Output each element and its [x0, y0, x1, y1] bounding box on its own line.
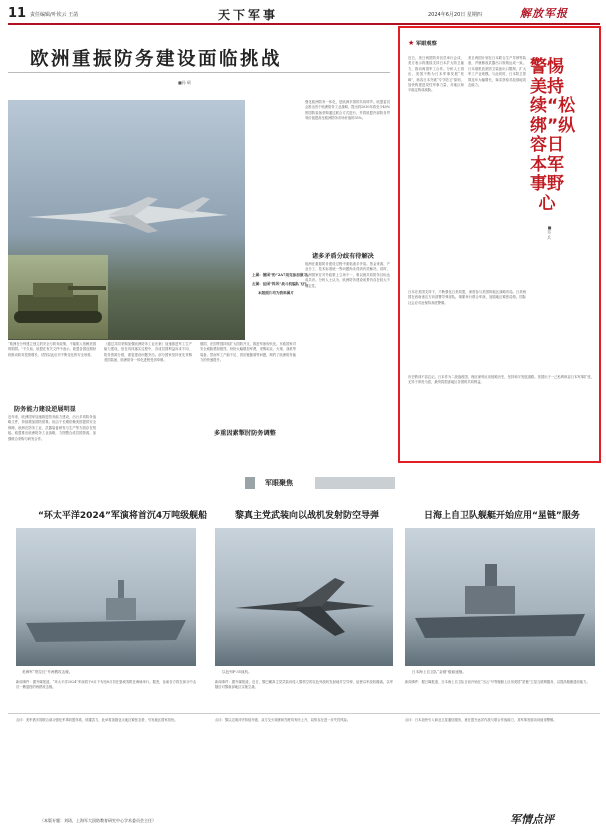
- aircraft-icon: [215, 528, 393, 666]
- bottom-text-3: 新闻事件：据日媒报道，日本海上自卫队日前开始在“出云”号等舰艇上应用美国“星链”卫星互联网服务，以提高舰艇通信能力。: [405, 680, 590, 684]
- warship-photo-3: [405, 528, 595, 666]
- bottom-text-2: 新闻事件：据外媒报道，近日，黎巴嫩真主党武装向侵入黎领空的以色列战机发射地对空导弹，迫使以军战机撤离。以军随后对黎南部地区实施空袭。: [215, 680, 393, 690]
- main-col3-text: 德国、法国等国持续扩大国防开支，推进军备现代化。东欧国家对安全威胁感知强烈，纷纷大幅增加军费，采购坦克、火炮、战机等装备。然而军工产能不足、供应链脆弱等问题，制约了欧洲防务能力的快速提升。: [200, 342, 296, 363]
- editor-meta: 责任编辑/叶钦云 王菡: [30, 12, 79, 18]
- observation-col1-text: 近日，美日两国防务官员举行会谈，美方表示将继续支持日本扩大防卫能力，推动两国军工合作。分析人士指出，美国不断为日本军事发展“松绑”，纵容日本突破“专守防卫”原则，加快构建进攻性军事力量，对地区和平稳定构成威胁。: [408, 56, 464, 93]
- focus-label: 军眼聚焦: [265, 479, 293, 487]
- fighter-jet-icon: [28, 195, 228, 235]
- observation-col2-text: 美日两国计划在日本联合生产导弹等装备，并就修改武器出口规则达成一致。日本借机放宽防卫装备出口限制，扩大军工产业规模。与此同时，日本防卫预算连年大幅增长，谋求获取对敌基地攻击能力。: [468, 56, 526, 88]
- section-title: 天下军事: [218, 8, 279, 22]
- bottom-title-2: 黎真主党武装向以战机发射防空导弹: [235, 511, 380, 521]
- bottom-comment-3: 点评：日本加快引入商业卫星通信服务，意在提升远洋作战与联合作战能力，其军事发展动向值得警惕。: [405, 718, 557, 722]
- warship-photo-1: [16, 528, 196, 666]
- paper-logo: 解放军报: [520, 7, 568, 20]
- ship-icon: [405, 528, 595, 666]
- page-header: [8, 6, 600, 22]
- observation-byline: ■韦 兵: [547, 225, 552, 240]
- main-subhead-2: 多重因素掣肘防务调整: [214, 430, 276, 437]
- bottom-text-1: 新闻事件：据外媒报道，“环太平洋2024”军演将于6月下旬至8月初在夏威夷附近海域举行。据悉，参演各方将在演习中击沉一艘退役的两栖攻击舰。: [16, 680, 196, 690]
- bottom-comment-2: 点评：黎以边境冲突持续升级，双方交火频度和烈度均有所上升，局势存在进一步失控风险。: [215, 718, 351, 722]
- main-col2-text: 《通过共同采购加强欧洲防务工业法案》加速推进军工生产能力建设。但在具体落实过程中，各成员国利益诉求不同，防务资源分散，重复建设问题突出。部分国家坚持优先采购美国装备，欧洲防务一体化进程受到牵制。: [104, 342, 192, 363]
- observation-col4-text: 历史教训不容忘记。日本作为二战战败国，理应深刻反省侵略历史，坚持和平发展道路。美国出于一己私利纵容日本军事扩张，无异于养虎为患，最终将损害地区各国的共同利益。: [408, 375, 594, 385]
- observation-tag: 军眼观察: [416, 41, 437, 47]
- focus-bar: [245, 476, 395, 490]
- bottom-title-3: 日海上自卫队舰艇开始应用“星链”服务: [424, 511, 580, 521]
- photo-caption-bottom: 本版照片均为资料图片: [258, 291, 294, 295]
- headline-rule: [8, 72, 390, 73]
- tank-photo: [8, 255, 108, 339]
- photo-caption-top: 上图：德国“豹”2A7坦克参加演习。: [252, 273, 311, 277]
- f35-photo: [215, 528, 393, 666]
- bottom-comment-1: 点评：美军借多国联合演习强化军事同盟体系，炫耀武力，此举将加剧亚太地区紧张态势，引发地区国家担忧。: [16, 718, 178, 722]
- main-col1b-text: 近年来，欧洲国家加速推进防务能力建设，出台多项防务战略文件，持续增加国防预算。但由于长期依赖美国提供安全保障，欧洲在防务工业、武器装备研发与生产等方面存在短板。欧盟推出欧洲防务工业战略，力图整合成员国资源，加强联合采购与研发合作。: [8, 415, 96, 441]
- header-rule: [8, 23, 600, 25]
- footer-note: （本版专题：刘琦，上海军大国防教育研究中心学术委员会主任）: [40, 818, 156, 823]
- page-number: 11: [8, 6, 27, 21]
- bottom-caption-2: 以色列F-35战机。: [222, 670, 252, 674]
- main-headline: 欧洲重振防务建设面临挑战: [30, 49, 283, 70]
- focus-bar-right: [315, 477, 395, 489]
- observation-title: 警惕美持续“松绑”纵容日本军事野心: [530, 57, 576, 214]
- main-col1-text: “欧洲在分钟建立独立的安全与防务政策，不能陷入依赖美国的陷阱。”不久前，欧盟在有关文件中表示。欧盟各国近期纷纷推动防务投资增长，试图以此应对不断变化的安全形势。: [8, 342, 96, 357]
- comment-rule: [8, 713, 600, 714]
- focus-bar-left: [245, 477, 255, 489]
- bottom-caption-3: 日本海上自卫队“金刚”级驱逐舰。: [412, 670, 466, 674]
- ship-icon: [16, 528, 196, 666]
- star-icon: ★: [408, 39, 415, 47]
- main-col4b-text: 欧洲在重振防务建设过程中面临诸多矛盾。资金来源、产业分工、技术标准统一等问题尚未得到有效解决。同时，欧洲国家在对外政策上立场不一，难以就共同防务目标达成共识。分析人士认为，欧洲防务建设前景仍存在较大不确定性。: [305, 262, 390, 288]
- tank-icon: [8, 255, 108, 339]
- main-byline: ■孙 硕: [178, 80, 192, 85]
- bottom-caption-1: 美海军“塔拉瓦”号两栖攻击舰。: [22, 670, 73, 674]
- bottom-title-1: “环太平洋2024”军演将首沉4万吨级舰船: [38, 511, 208, 521]
- main-subhead-1: 防务能力建设逆展明显: [14, 406, 76, 413]
- main-col4-text: 强化欧洲防务一体化，是欧洲多国的共同呼声。欧盟委员会推出首个欧洲防务工业战略，提出到2030年将至少40%的国防装备采购通过联合方式进行，并将欧盟内部防务贸易价值提高至欧洲防务市场价值的35%。: [305, 100, 390, 121]
- issue-date: 2024年6月20日 星期四: [428, 12, 482, 18]
- main-subhead-3: 诸多矛盾分歧有待解决: [312, 253, 374, 260]
- observation-col3-text: 日本在美国支持下，不断强化日美同盟，深度参与美国的地区战略布局。日美两国在西南诸岛方向部署导弹部队，频繁举行联合军演，加剧地区紧张局势。国际社会应对此保持高度警惕。: [408, 290, 526, 305]
- photo-caption-mid: 左图：法国“阵风”战斗机编队飞行。: [252, 282, 311, 286]
- comment-logo: 军情点评: [510, 813, 554, 826]
